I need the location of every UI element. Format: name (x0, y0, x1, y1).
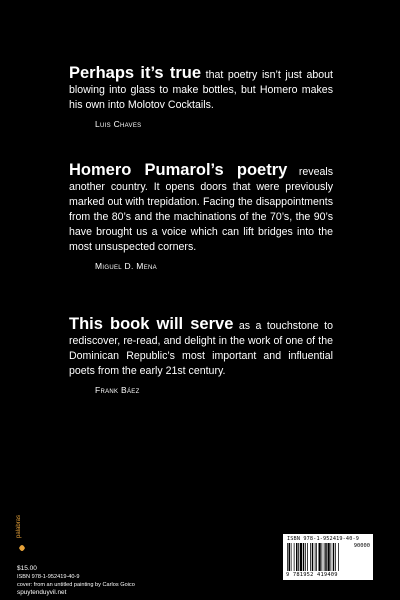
blurb-lead: Perhaps it’s true (69, 64, 202, 82)
barcode-bar (319, 543, 321, 571)
barcode-price-code: 90000 (353, 543, 370, 549)
blurb-lead: This book will serve (69, 315, 234, 333)
barcode-number: 9 781952 419409 (286, 572, 338, 578)
cover-credit: cover: from an untitled painting by Carlos Goico (17, 582, 135, 588)
publisher-website: spuytenduyvil.net (17, 589, 67, 596)
barcode-bar (303, 543, 305, 571)
barcode-bar (312, 543, 314, 571)
blurb-miguel-mena (69, 163, 333, 274)
barcode-bar (331, 543, 332, 571)
barcode-bar (338, 543, 339, 571)
barcode-bar (333, 543, 335, 571)
barcode-bar (310, 543, 311, 571)
blurb-lead: Homero Pumarol’s poetry (69, 161, 288, 179)
blurb-text: that poetry isn’t just about blowing into glass to make bottles, but Homero makes his own into Molotov Cocktails. (69, 69, 333, 111)
barcode-bar (307, 543, 308, 571)
isbn-barcode (283, 534, 373, 580)
barcode-bar (335, 543, 336, 571)
flame-icon (19, 545, 25, 551)
barcode-bar (294, 543, 295, 571)
blurb-author: Frank Báez (95, 385, 140, 395)
blurb-author: Luis Chaves (95, 119, 142, 129)
price: $15.00 (17, 565, 37, 572)
barcode-bar (300, 543, 302, 571)
publication-info (17, 565, 135, 597)
barcode-bar (315, 543, 316, 571)
blurb-text: as a touchstone to rediscover, re-read, and delight in the work of one of the Dominican Republic’s most important and influential poets from the early 21st century. (69, 320, 333, 377)
barcode-bar (298, 543, 299, 571)
barcode-bar (322, 543, 323, 571)
barcode-isbn-line: ISBN 978-1-952419-40-9 (287, 536, 360, 542)
barcode-bar (291, 543, 292, 571)
barcode-bar (324, 543, 325, 571)
isbn-text: ISBN 978-1-952419-40-9 (17, 574, 80, 580)
barcode-bar (287, 543, 288, 571)
barcode-bar (305, 543, 306, 571)
barcode-bar (328, 543, 330, 571)
barcode-bar (325, 543, 327, 571)
blurb-frank-baez (69, 317, 333, 398)
publisher-logo-text: palabras (16, 514, 22, 538)
barcode-bar (289, 543, 291, 571)
publisher-logo (17, 490, 27, 562)
blurb-luis-chaves (69, 66, 333, 132)
barcode-bar (316, 543, 317, 571)
blurb-text: reveals another country. It opens doors that were previously marked out with trepidation. Facing the disappointments from the 80’s and the machinations of the 70’s, the 90’s have brought us a voice which can lift bridges into the most unsuspected corners. (69, 166, 334, 253)
barcode-bar (296, 543, 298, 571)
blurb-author: Miguel D. Mena (95, 261, 157, 271)
